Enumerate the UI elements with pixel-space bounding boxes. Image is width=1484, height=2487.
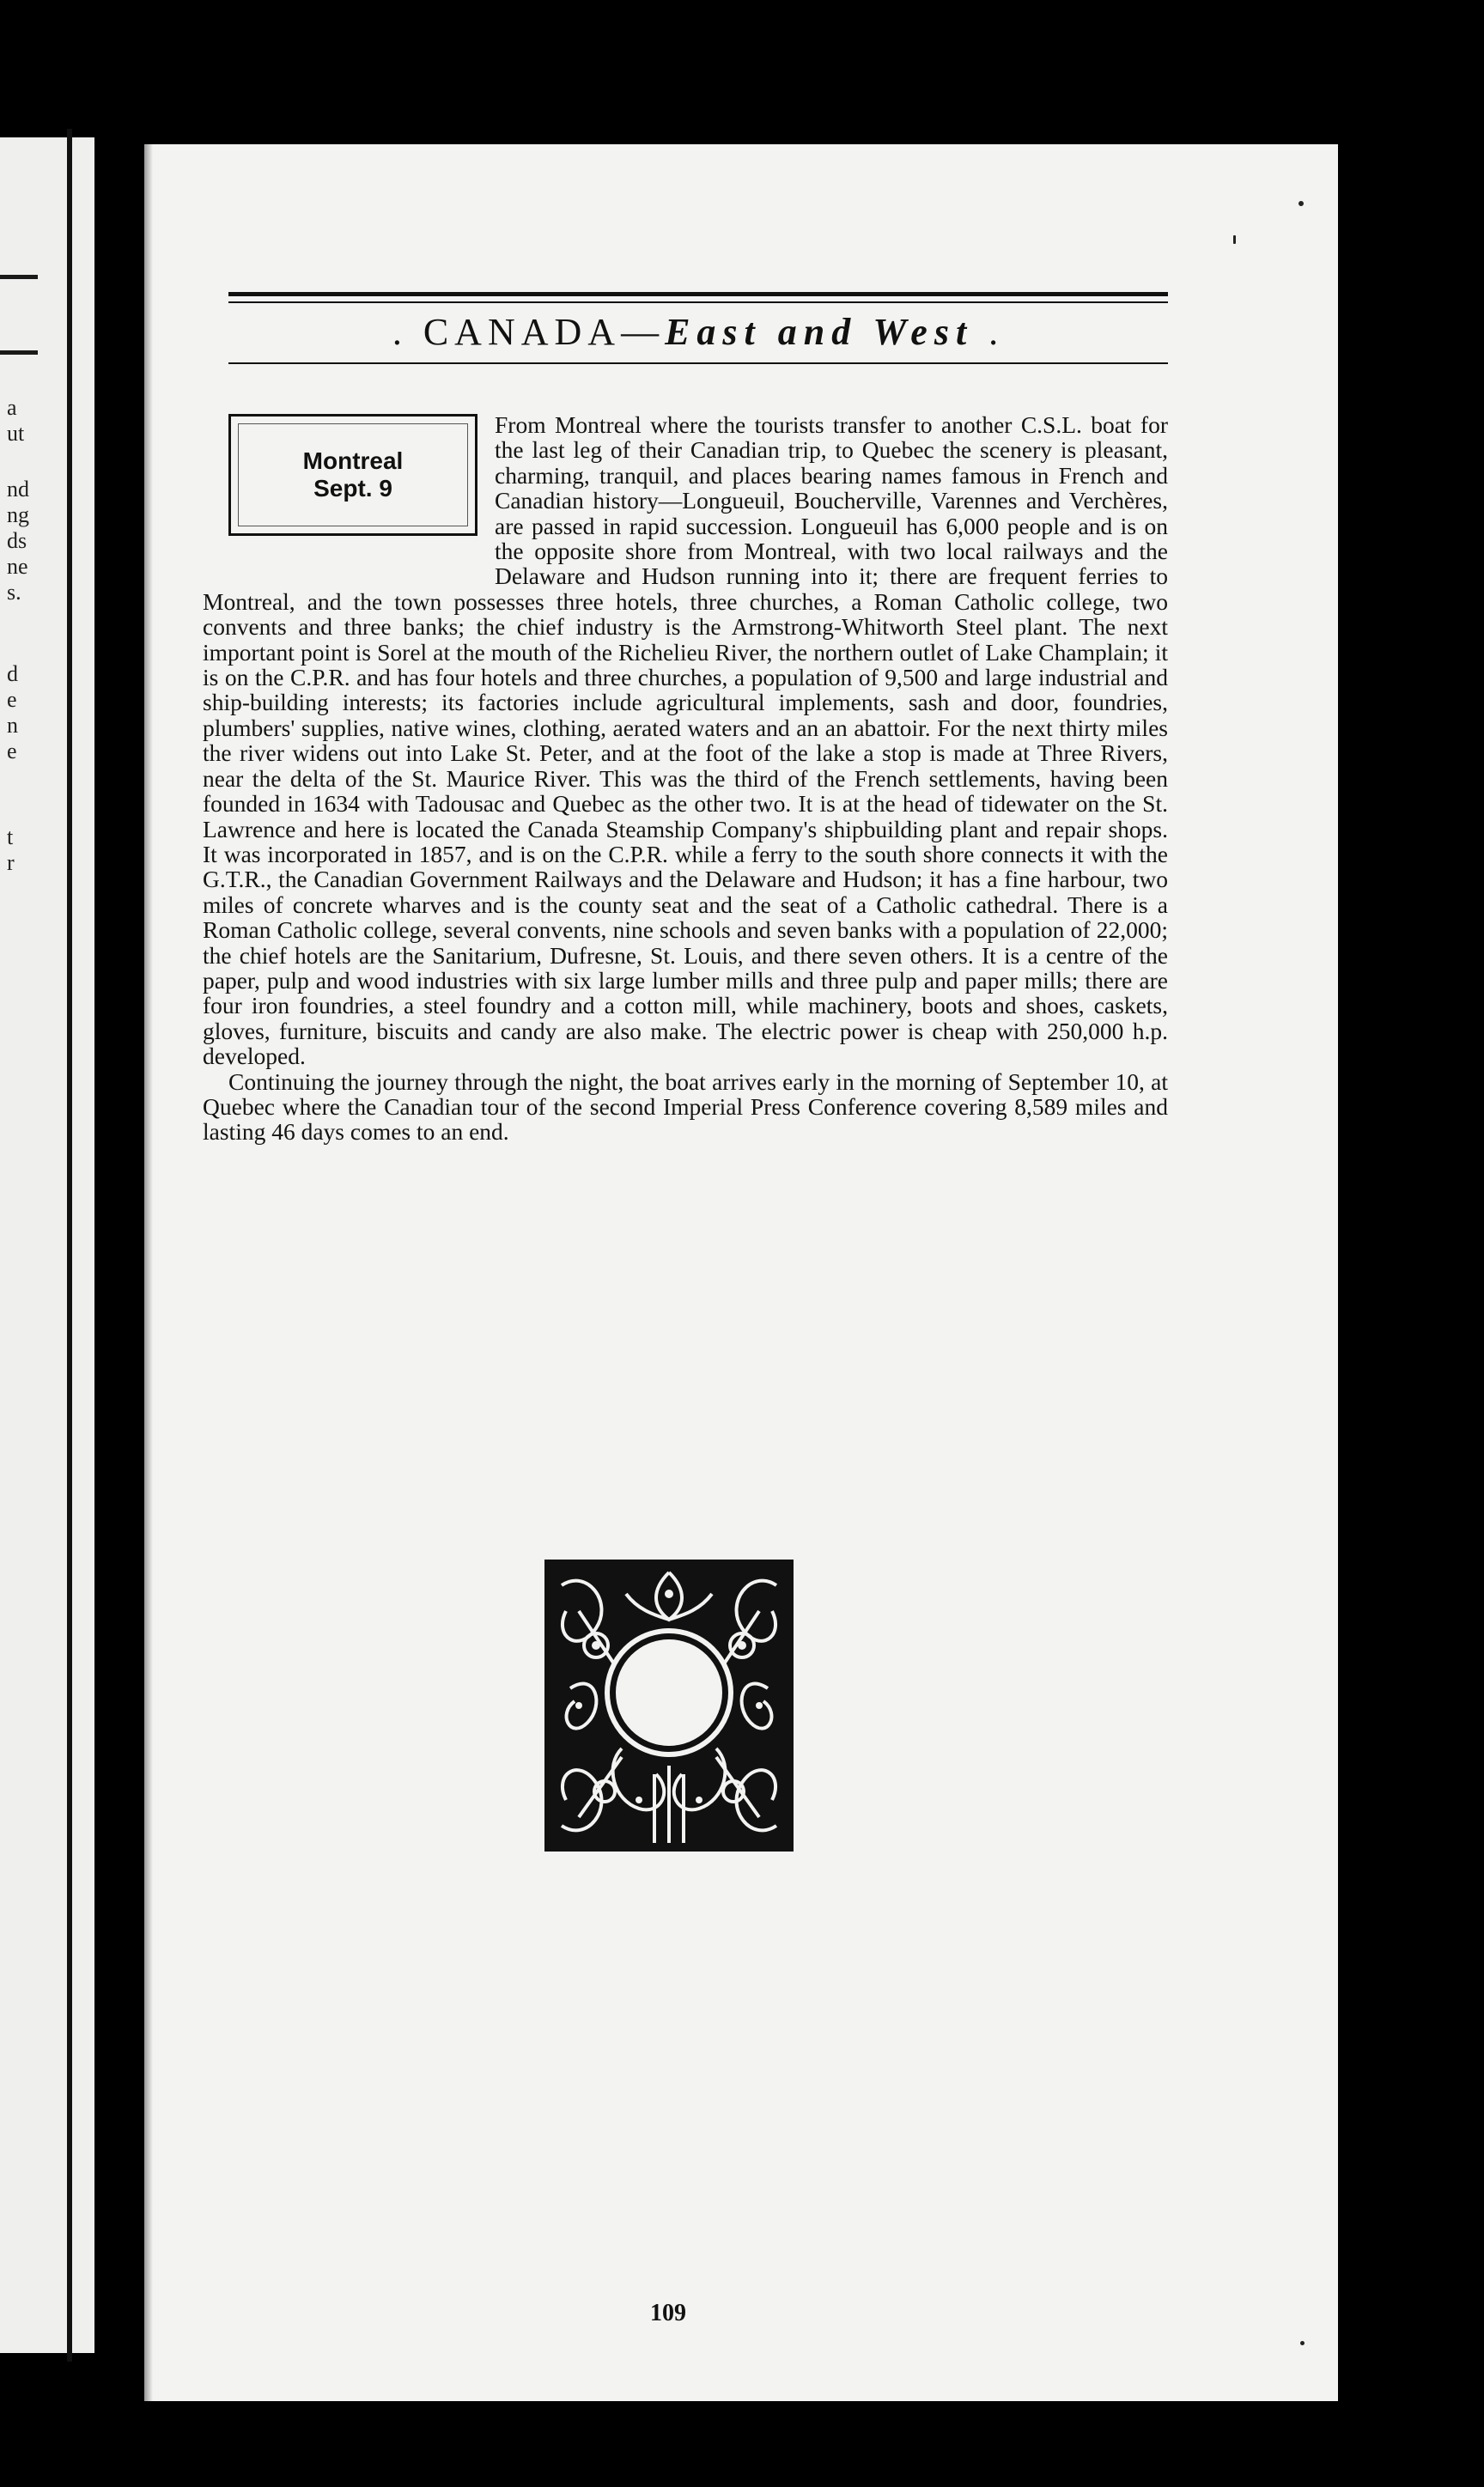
previous-page-fragment: n: [7, 713, 18, 738]
header-rule-top-thin: [228, 301, 1168, 303]
previous-page-fragment: r: [7, 850, 15, 875]
previous-page-fragment: ds: [7, 528, 27, 553]
title-dash: —: [621, 311, 666, 353]
previous-page-rule: [0, 275, 38, 279]
decorative-floral-ornament-icon: [544, 1560, 794, 1852]
running-header: [228, 292, 1168, 364]
title-dot: .: [392, 311, 408, 353]
spine-shadow: [144, 144, 153, 2401]
previous-page-fragment: t: [7, 824, 14, 849]
previous-page-fragment: nd: [7, 477, 29, 502]
page-number: 109: [650, 2300, 686, 2326]
previous-page-rule: [0, 350, 38, 355]
paragraph: From Montreal where the tourists transfer to another C.S.L. boat for the last leg of their Canadian trip, to Quebec the scenery is pleasant, charming, tranquil, and places bearing names famous in French and Canadian history—Longueuil, Boucherville, Varennes and Verchères, are passed in rapid succession. Longueuil has 6,000 people and is on the opposite shore from Montreal, with two local railways and the Delaware and Hudson running into it; there are frequent ferries to Montreal, and the town possesses three hotels, three churches, a Roman Catholic college, two convents and three banks; the chief industry is the Armstrong-Whitworth Steel plant. The next important point is Sorel at the mouth of the Richelieu River, the northern outlet of Lake Champlain; it is on the C.P.R. and has four hotels and three churches, a population of 9,500 and large industrial and ship-building interests; its factories include agricultural implements, sash and door, foundries, plumbers' supplies, native wines, clothing, aerated waters and an an abattoir. For the next thirty miles the river widens out into Lake St. Peter, and at the foot of the lake a stop is made at Three Rivers, near the delta of the St. Maurice River. This was the third of the French settlements, having been founded in 1634 with Tadousac and Quebec as the other two. It is at the head of tidewater on the St. Lawrence and here is located the Canada Steamship Company's shipbuilding plant and repair shops. It was incorporated in 1857, and is on the C.P.R. while a ferry to the south shore connects it with the G.T.R., the Canadian Government Railways and the Delaware and Hudson; it has a fine harbour, two miles of concrete wharves and is the county seat and the seat of a Catholic cathedral. There is a Roman Catholic college, several convents, nine schools and seven banks with a population of 22,000; the chief hotels are the Sanitarium, Dufresne, St. Louis, and there seven others. It is a centre of the paper, pulp and wood industries with six large lumber mills and three pulp and paper mills; there are four iron foundries, a steel foundry and a cotton mill, while machinery, boots and shoes, caskets, gloves, furniture, biscuits and candy are also make. The electric power is cheap with 250,000 h.p. developed.: [203, 411, 1168, 1070]
article-body: [203, 412, 1168, 1145]
previous-page-fragment: e: [7, 687, 17, 712]
title-main: CANADA: [423, 311, 622, 353]
previous-page-fragment: a: [7, 395, 17, 420]
header-rule-top: [228, 292, 1168, 296]
page-title: [228, 310, 1168, 354]
header-rule-bottom: [228, 362, 1168, 364]
paper-speck: [1233, 235, 1236, 244]
previous-page-fragment: d: [7, 661, 18, 686]
book-gutter: [67, 129, 72, 2362]
paper-speck: [1298, 201, 1304, 206]
paper-speck: [1300, 2341, 1305, 2345]
paragraph: Continuing the journey through the night, the boat arrives early in the morning of September 10, at Quebec where the Canadian tour of the second Imperial Press Conference covering 8,589 miles and lasting 46 days comes to an end.: [203, 1067, 1168, 1146]
date-label: Sept. 9: [313, 475, 392, 502]
book-page: [144, 144, 1338, 2401]
title-subtitle: East and West: [665, 311, 974, 353]
previous-page-fragment: ne: [7, 554, 28, 579]
previous-page-fragment: ut: [7, 421, 25, 446]
previous-page-edge: [0, 137, 94, 2353]
title-dot: .: [988, 311, 1005, 353]
previous-page-fragment: ng: [7, 502, 29, 527]
location-label: Montreal: [302, 447, 404, 474]
box-spacer: [203, 412, 495, 574]
previous-page-fragment: e: [7, 739, 17, 763]
previous-page-fragment: s.: [7, 580, 21, 605]
